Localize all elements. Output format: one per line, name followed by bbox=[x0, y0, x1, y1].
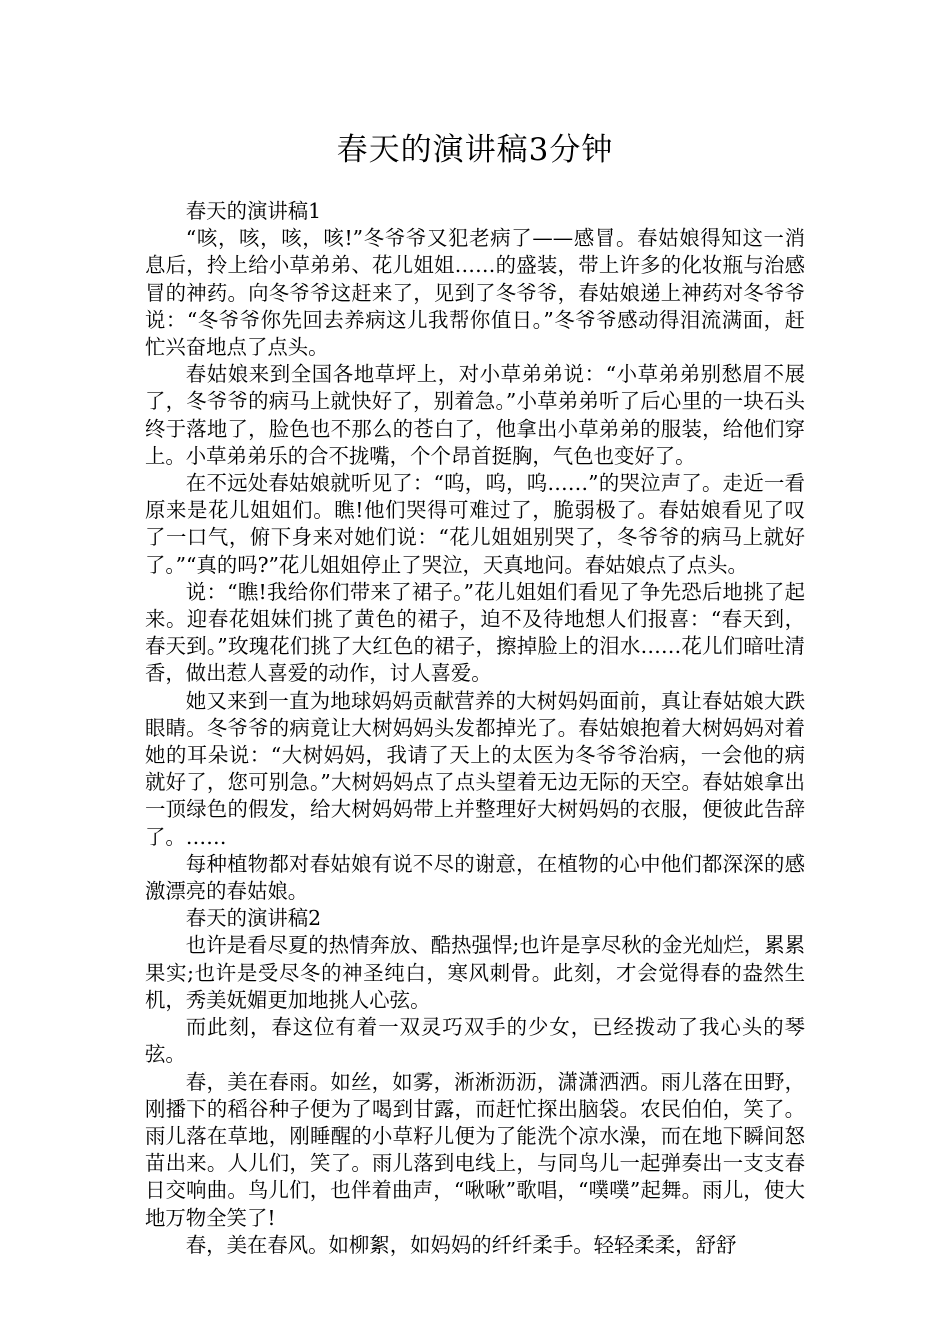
body-paragraph: 春姑娘来到全国各地草坪上，对小草弟弟说：“小草弟弟别愁眉不展了，冬爷爷的病马上就快好了，别着急。”小草弟弟听了后心里的一块石头终于落地了，脸色也不那么的苍白了，他拿出小草弟弟的服装，给他们穿上。小草弟弟乐的合不拢嘴，个个昂首挺胸，气色也变好了。 bbox=[145, 362, 805, 468]
body-paragraph: 春，美在春雨。如丝，如雾，淅淅沥沥，潇潇洒洒。雨儿落在田野，刚播下的稻谷种子便为了喝到甘露，而赶忙探出脑袋。农民伯伯，笑了。雨儿落在草地，刚睡醒的小草籽儿便为了能洗个凉水澡，而在地下瞬间怒苗出来。人儿们，笑了。雨儿落到电线上，与同鸟儿一起弹奏出一支支春日交响曲。鸟儿们，也伴着曲声，“啾啾”歌唱，“噗噗”起舞。雨儿，使大地万物全笑了! bbox=[145, 1069, 805, 1230]
body-paragraph: “咳，咳，咳，咳!”冬爷爷又犯老病了——感冒。春姑娘得知这一消息后，拎上给小草弟弟、花儿姐姐……的盛装，带上许多的化妆瓶与治感冒的神药。向冬爷爷这赶来了，见到了冬爷爷，春姑娘递上神药对冬爷爷说：“冬爷爷你先回去养病这儿我帮你值日。”冬爷爷感动得泪流满面，赶忙兴奋地点了点头。 bbox=[145, 226, 805, 360]
body-paragraph: 每种植物都对春姑娘有说不尽的谢意，在植物的心中他们都深深的感激漂亮的春姑娘。 bbox=[145, 851, 805, 904]
document-body bbox=[145, 198, 805, 1259]
section-heading: 春天的演讲稿1 bbox=[185, 199, 322, 223]
body-paragraph: 说：“瞧!我给你们带来了裙子。”花儿姐姐们看见了争先恐后地挑了起来。迎春花姐妹们挑了黄色的裙子，迫不及待地想人们报喜：“春天到，春天到。”玫瑰花们挑了大红色的裙子，擦掉脸上的泪水……花儿们暗吐清香，做出惹人喜爱的动作，讨人喜爱。 bbox=[145, 579, 805, 686]
body-paragraph: 也许是看尽夏的热情奔放、酷热强悍;也许是享尽秋的金光灿烂，累累果实;也许是受尽冬的神圣纯白，寒风刺骨。此刻，才会觉得春的盎然生机，秀美妩媚更加地挑人心弦。 bbox=[145, 933, 805, 1012]
section-heading: 春天的演讲稿2 bbox=[185, 906, 322, 931]
body-paragraph: 在不远处春姑娘就听见了：“呜，呜，呜……”的哭泣声了。走近一看原来是花儿姐姐们。瞧!他们哭得可难过了，脆弱极了。春姑娘看见了叹了一口气，俯下身来对她们说：“花儿姐姐别哭了，冬爷爷的病马上就好了。”“真的吗?”花儿姐姐停止了哭泣，天真地问。春姑娘点了点头。 bbox=[145, 471, 805, 577]
body-paragraph: 而此刻，春这位有着一双灵巧双手的少女，已经拨动了我心头的琴弦。 bbox=[145, 1015, 805, 1067]
body-paragraph: 她又来到一直为地球妈妈贡献营养的大树妈妈面前，真让春姑娘大跌眼睛。冬爷爷的病竟让大树妈妈头发都掉光了。春姑娘抱着大树妈妈对着她的耳朵说：“大树妈妈，我请了天上的太医为冬爷爷治病，一会他的病就好了，您可别急。”大树妈妈点了点头望着无边无际的天空。春姑娘拿出一顶绿色的假发，给大树妈妈带上并整理好大树妈妈的衣服，便彼此告辞了。…… bbox=[145, 688, 805, 849]
body-paragraph: 春，美在春风。如柳絮，如妈妈的纤纤柔手。轻轻柔柔，舒舒 bbox=[185, 1232, 737, 1257]
document-title: 春天的演讲稿3分钟 bbox=[336, 132, 614, 168]
